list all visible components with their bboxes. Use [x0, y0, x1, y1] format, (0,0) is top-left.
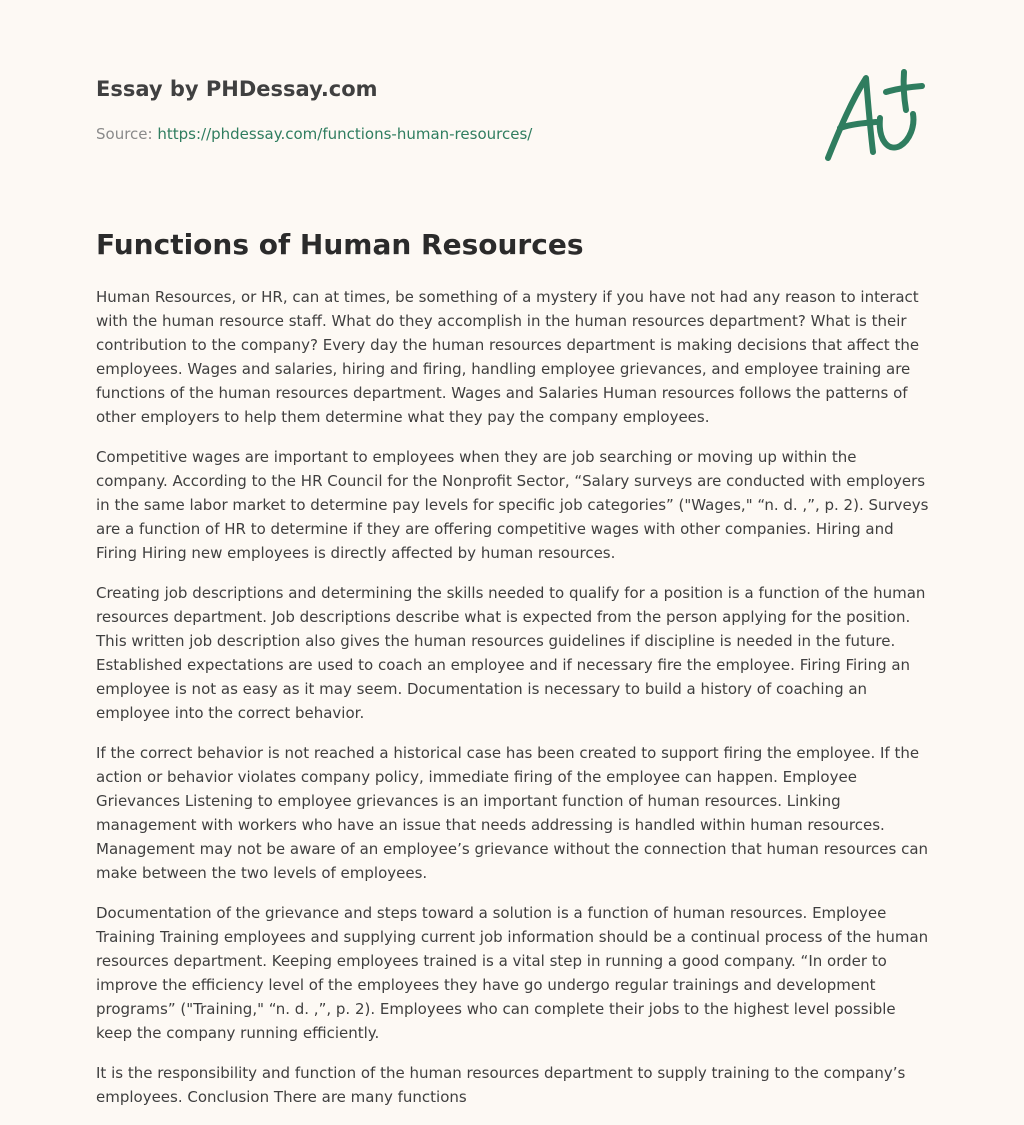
essay-paragraph: Creating job descriptions and determining the skills needed to qualify for a position is a function of the human resources department. Job descriptions describe what is expected from the person applying for the position. This written job description also gives the human resources guidelines if discipline is needed in the future. Established expectations are used to coach an employee and if necessary fire the employee. Firing Firing an employee is not as easy as it may seem. Documentation is necessary to build a history of coaching an employee into the correct behavior.	[96, 584, 926, 722]
essay-paragraph: Documentation of the grievance and steps toward a solution is a function of human resources. Employee Training Training employees and supplying current job information should be a continual process of the human resources department. Keeping employees trained is a vital step in running a good company. “In order to improve the efficiency level of the employees they have go undergo regular trainings and development programs” ("Training," “n. d. ,”, p. 2). Employees who can complete their jobs to the highest level possible keep the company running efficiently.	[96, 904, 929, 1042]
source-line	[96, 124, 796, 144]
essay-header	[96, 74, 796, 144]
a-plus-grade-icon	[818, 66, 930, 166]
essay-paragraph: It is the responsibility and function of the human resources department to supply training to the company’s employees. Conclusion There are many functions	[96, 1064, 906, 1106]
essay-paragraph: Competitive wages are important to employees when they are job searching or moving up within the company. According to the HR Council for the Nonprofit Sector, “Salary surveys are conducted with employers in the same labor market to determine pay levels for specific job categories” ("Wages," “n. d. ,”, p. 2). Surveys are a function of HR to determine if they are offering competitive wages with other companies. Hiring and Firing Hiring new employees is directly affected by human resources.	[96, 448, 929, 562]
source-label: Source:	[96, 125, 153, 143]
source-link[interactable]: https://phdessay.com/functions-human-resources/	[157, 125, 533, 143]
essay-paragraph: If the correct behavior is not reached a historical case has been created to support firing the employee. If the action or behavior violates company policy, immediate firing of the employee can happen. Employee Grievances Listening to employee grievances is an important function of human resources. Linking management with workers who have an issue that needs addressing is handled within human resources. Management may not be aware of an employee’s grievance without the connection that human resources can make between the two levels of employees.	[96, 744, 929, 882]
essay-paragraph: Human Resources, or HR, can at times, be something of a mystery if you have not had any reason to interact with the human resource staff. What do they accomplish in the human resources department? What is their contribution to the company? Every day the human resources department is making decisions that affect the employees. Wages and salaries, hiring and firing, handling employee grievances, and employee training are functions of the human resources department. Wages and Salaries Human resources follows the patterns of other employers to help them determine what they pay the company employees.	[96, 288, 920, 426]
essay-title: Functions of Human Resources	[96, 228, 584, 261]
essay-body	[96, 285, 932, 1125]
brand-title: Essay by PHDessay.com	[96, 77, 378, 101]
